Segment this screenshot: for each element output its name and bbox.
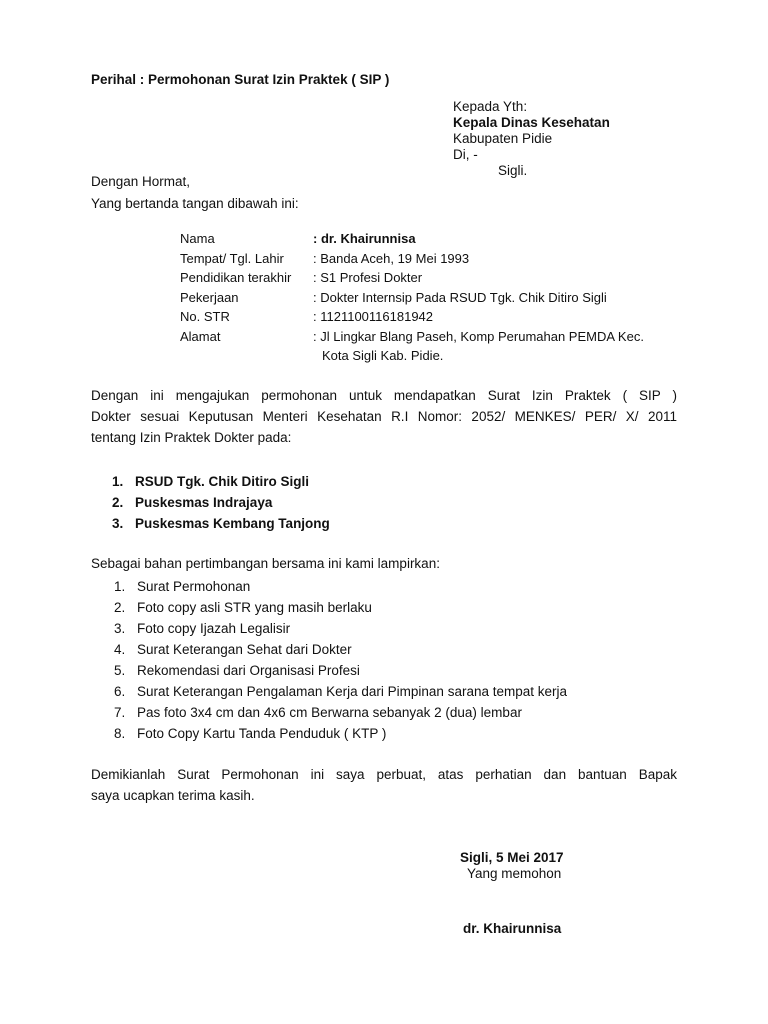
attachments-list [114,576,567,744]
identity-value: : dr. Khairunnisa [313,231,416,246]
list-item: 6. Surat Keterangan Pengalaman Kerja dari Pimpinan sarana tempat kerja [114,684,568,699]
recipient-city: Sigli. [498,163,528,178]
list-item: 8. Foto Copy Kartu Tanda Penduduk ( KTP ) [114,726,387,741]
list-item: 3. Foto copy Ijazah Legalisir [114,621,291,636]
signature-place-date: Sigli, 5 Mei 2017 [460,850,564,865]
signature-label: Yang memohon [467,866,562,881]
address-continuation: Kota Sigli Kab. Pidie. [322,348,444,363]
request-line: Dengan ini mengajukan permohonan untuk mendapatkan Surat Izin Praktek ( SIP ) [91,388,677,403]
identity-row [180,329,644,349]
closing-line: Demikianlah Surat Permohonan ini saya perbuat, atas perhatian dan bantuan Bapak [91,767,677,782]
identity-label: Pekerjaan [180,289,239,305]
identity-row [180,231,644,251]
list-item: 4. Surat Keterangan Sehat dari Dokter [114,642,352,657]
identity-value: : Jl Lingkar Blang Paseh, Komp Perumahan PEMDA Kec. [313,328,644,344]
identity-label: Tempat/ Tgl. Lahir [180,250,284,266]
identity-label: No. STR [180,309,230,324]
recipient-title: Kepala Dinas Kesehatan [453,115,610,130]
opening-block [91,171,299,215]
signer-name: dr. Khairunnisa [463,921,562,936]
recipient-block [453,99,610,179]
identity-row [180,348,644,368]
closing-paragraph [91,764,677,806]
recipient-di: Di, - [453,147,478,162]
salutation: Dengan Hormat, [91,174,191,189]
closing-line: saya ucapkan terima kasih. [91,788,255,803]
request-line: tentang Izin Praktek Dokter pada: [91,430,292,445]
request-paragraph [91,385,677,448]
signature-block [460,850,564,882]
list-item: 1. RSUD Tgk. Chik Ditiro Sigli [112,474,310,489]
identity-value: : Banda Aceh, 19 Mei 1993 [313,250,470,266]
identity-row [180,309,644,329]
practice-places-list [112,471,330,534]
attachments-intro: Sebagai bahan pertimbangan bersama ini kami lampirkan: [91,556,440,571]
list-item: 3. Puskesmas Kembang Tanjong [112,516,330,531]
identity-row [180,290,644,310]
identity-label: Alamat [180,328,221,344]
identity-row [180,270,644,290]
letter-subject: Perihal : Permohonan Surat Izin Praktek ( SIP ) [91,72,390,87]
list-item: 2. Puskesmas Indrajaya [112,495,273,510]
identity-value: : 1121100116181942 [313,309,434,324]
identity-label: Pendidikan terakhir [180,270,292,285]
request-line: Dokter sesuai Keputusan Menteri Kesehatan R.I Nomor: 2052/ MENKES/ PER/ X/ 2011 [91,409,677,424]
intro-line: Yang bertanda tangan dibawah ini: [91,196,299,211]
identity-row [180,251,644,271]
identity-value: : Dokter Internsip Pada RSUD Tgk. Chik Ditiro Sigli [313,289,607,305]
recipient-region: Kabupaten Pidie [453,131,553,146]
list-item: 1. Surat Permohonan [114,579,251,594]
identity-value: : S1 Profesi Dokter [313,270,423,285]
list-item: 5. Rekomendasi dari Organisasi Profesi [114,663,360,678]
identity-table [180,231,644,368]
recipient-greeting: Kepada Yth: [453,99,528,114]
identity-label: Nama [180,231,215,246]
list-item: 2. Foto copy asli STR yang masih berlaku [114,600,372,615]
list-item: 7. Pas foto 3x4 cm dan 4x6 cm Berwarna sebanyak 2 (dua) lembar [114,705,522,720]
